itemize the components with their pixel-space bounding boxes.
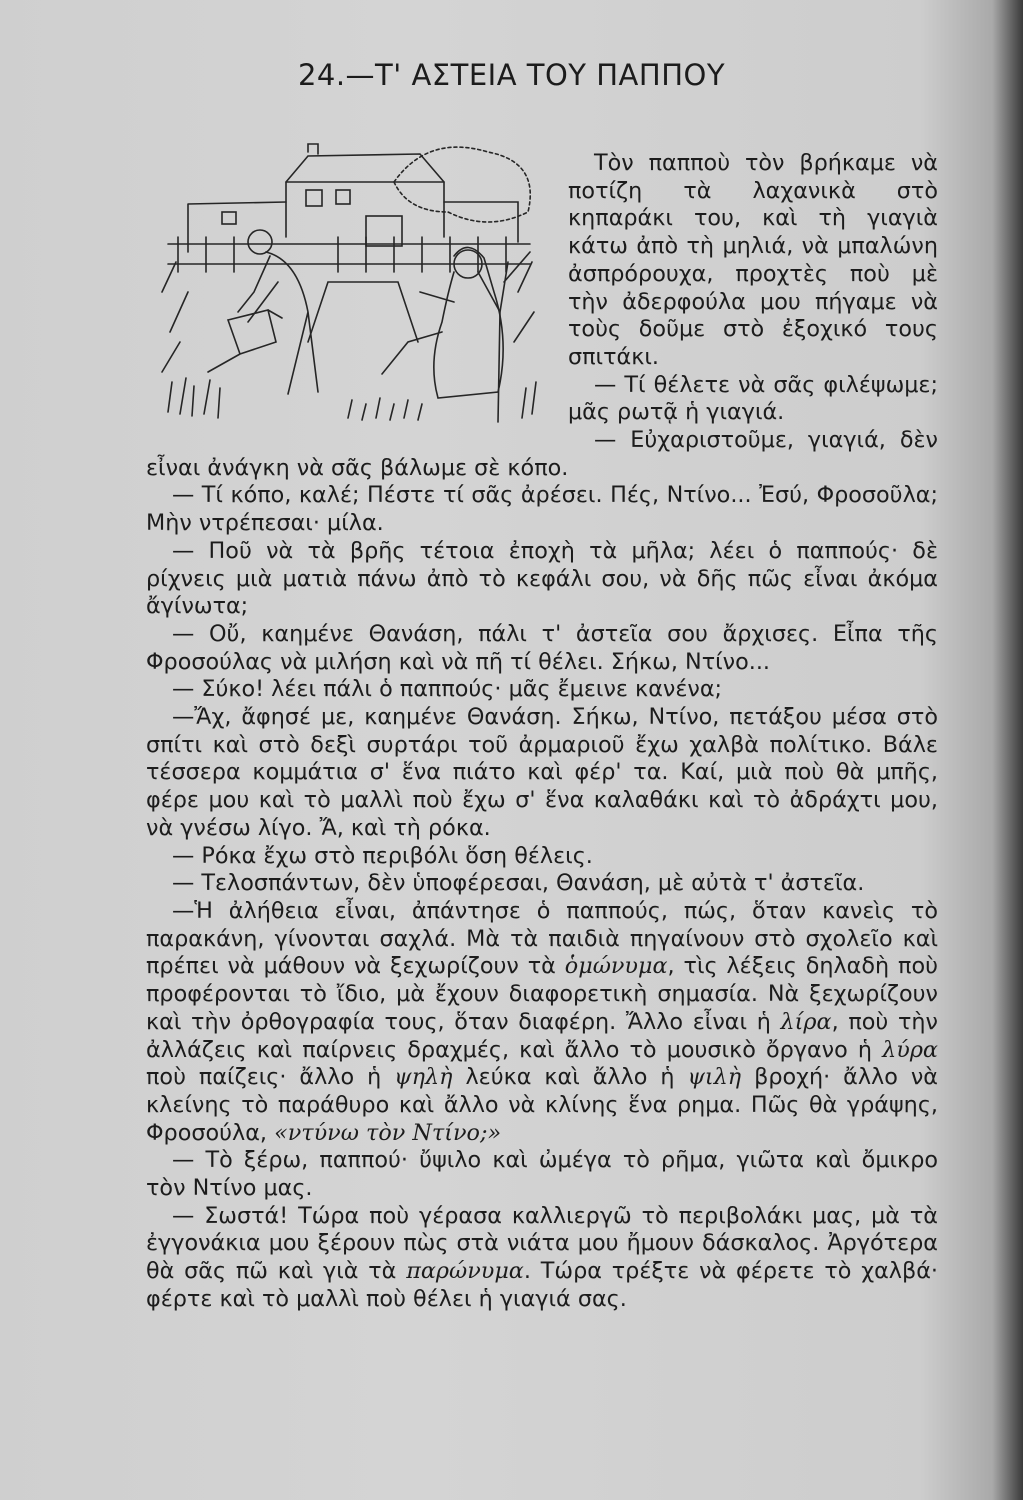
story-text <box>146 150 938 1314</box>
paragraph-text: —Ἡ ἀλήθεια εἶναι, ἀπάντησε ὁ παππούς, πώς, ὅταν κανεὶς τὸ παρακάνη, γίνονται σαχλά. Μὰ τὰ παιδιὰ πηγαίνουν στὸ σχολεῖο καὶ πρέπει νὰ μάθουν νὰ ξεχωρίζουν τὰ <box>146 897 938 980</box>
paragraph-text: — Σωστά! Τώρα ποὺ γέρασα καλλιεργῶ τὸ περιβολάκι μας, μὰ τὰ ἐγγονάκια μου ξέρουν πὼς στὰ νιάτα μου ἤμουν δάσκαλος. Ἀργότερα θὰ σᾶς πῶ καὶ γιὰ τὰ <box>146 1202 938 1285</box>
paragraph: Τὸν παπποὺ τὸν βρήκαμε νὰ ποτίζη τὰ λαχανικὰ στὸ κηπαράκι του, καὶ τὴ γιαγιὰ κάτω ἀπὸ τὴ μηλιά, νὰ μπαλώνη ἀσπρόρουχα, προχτὲς ποὺ μὲ τὴν ἀδερφούλα μου πήγαμε νὰ τοὺς δοῦμε στὸ ἐξοχικό τους σπιτάκι. <box>568 150 938 370</box>
italic-word: ψιλὴ <box>687 1064 742 1091</box>
paragraph: — Ρόκα ἔχω στὸ περιβόλι ὅση θέλεις. <box>172 842 593 869</box>
paragraph-text: . Τώρα τρέξτε νὰ φέρετε τὸ χαλβά· φέρτε καὶ τὸ μαλλὶ ποὺ θέλει ἡ γιαγιά σας. <box>146 1258 938 1312</box>
paragraph-text: βροχή· ἄλλο νὰ κλείνης τὸ παράθυρο καὶ ἄλλο νὰ κλίνης ἕνα ρημα. Πῶς θὰ γράψης, Φροσούλα, <box>146 1064 938 1146</box>
italic-word: λίρα <box>780 1008 832 1035</box>
paragraph: — Τί κόπο, καλέ; Πέστε τί σᾶς ἀρέσει. Πές, Ντίνο... Ἐσύ, Φροσοῦλα; Μὴν ντρέπεσαι· μίλα. <box>146 482 938 537</box>
paragraph-text: λεύκα καὶ ἄλλο ἡ <box>452 1064 688 1091</box>
italic-word: ὁμώνυμα <box>564 953 668 980</box>
paragraph: — Τὸ ξέρω, παππού· ὔψιλο καὶ ὠμέγα τὸ ρῆμα, γιῶτα καὶ ὄμικρο τὸν Ντίνο μας. <box>146 1147 938 1202</box>
paragraph: — Εὐχαριστοῦμε, γιαγιά, δὲν εἶναι ἀνάγκη νὰ σᾶς βάλωμε σὲ κόπο. <box>146 427 938 481</box>
paragraph: — Σύκο! λέει πάλι ὁ παππούς· μᾶς ἔμεινε κανένα; <box>172 676 723 703</box>
paragraph: — Τί θέλετε νὰ σᾶς φιλέψωμε; μᾶς ρωτᾷ ἡ γιαγιά. <box>568 371 938 426</box>
illustration-spacer <box>146 150 568 450</box>
paragraph-text: ποὺ παίζεις· ἄλλο ἡ <box>146 1064 395 1091</box>
paragraph-text: , τὶς λέξεις δηλαδὴ ποὺ προφέρονται τὸ ἴδιο, μὰ ἔχουν διαφορετικὴ σημασία. Νὰ ξεχωρίζουν καὶ τὴν ὀρθογραφία τους, ὅταν διαφέρη. Ἄλλο εἶναι ἡ <box>146 953 938 1035</box>
paragraph-text: , ποὺ τὴν ἀλλάζεις καὶ παίρνεις δραχμές, καὶ ἄλλο τὸ μουσικὸ ὄργανο ἡ <box>146 1008 938 1063</box>
paragraph: —Ἄχ, ἄφησέ με, καημένε Θανάση. Σήκω, Ντίνο, πετάξου μέσα στὸ σπίτι καὶ στὸ δεξὶ συρτάρι τοῦ ἀρμαριοῦ ἔχω χαλβὰ πολίτικο. Βάλε τέσσερα κομμάτια σ' ἕνα πιάτο καὶ φέρ' τα. Καί, μιὰ ποὺ θὰ μπῆς, φέρε μου καὶ τὸ μαλλὶ ποὺ ἔχω σ' ἕνα καλαθάκι καὶ τὸ ἀδράχτι μου, νὰ γνέσω λίγο. Ἄ, καὶ τὴ ρόκα. <box>146 704 938 841</box>
italic-word: ψηλὴ <box>394 1064 453 1091</box>
italic-quote: «ντύνω τὸν Ντίνο;» <box>274 1119 502 1146</box>
paragraph: — Τελοσπάντων, δὲν ὑποφέρεσαι, Θανάση, μὲ αὐτὰ τ' ἀστεῖα. <box>172 870 865 897</box>
page-title: 24.—Τ' ΑΣΤΕΙΑ ΤΟΥ ΠΑΠΠΟΥ <box>297 58 726 92</box>
paragraph-paronyms <box>146 1203 938 1314</box>
paragraph: — Οὔ, καημένε Θανάση, πάλι τ' ἀστεῖα σου ἄρχισες. Εἶπα τῆς Φροσούλας νὰ μιλήση καὶ νὰ πῆ τί θέλει. Σήκω, Ντίνο... <box>146 620 938 675</box>
paragraph: — Ποῦ νὰ τὰ βρῆς τέτοια ἐποχὴ τὰ μῆλα; λέει ὁ παππούς· δὲ ρίχνεις μιὰ ματιὰ πάνω ἀπὸ τὸ κεφάλι σου, νὰ δῆς πῶς εἶναι ἀκόμα ἄγίνωτα; <box>146 537 938 620</box>
italic-word: λύρα <box>882 1036 938 1063</box>
italic-word: παρώνυμα <box>406 1258 524 1285</box>
paragraph-homonyms <box>146 898 938 1147</box>
